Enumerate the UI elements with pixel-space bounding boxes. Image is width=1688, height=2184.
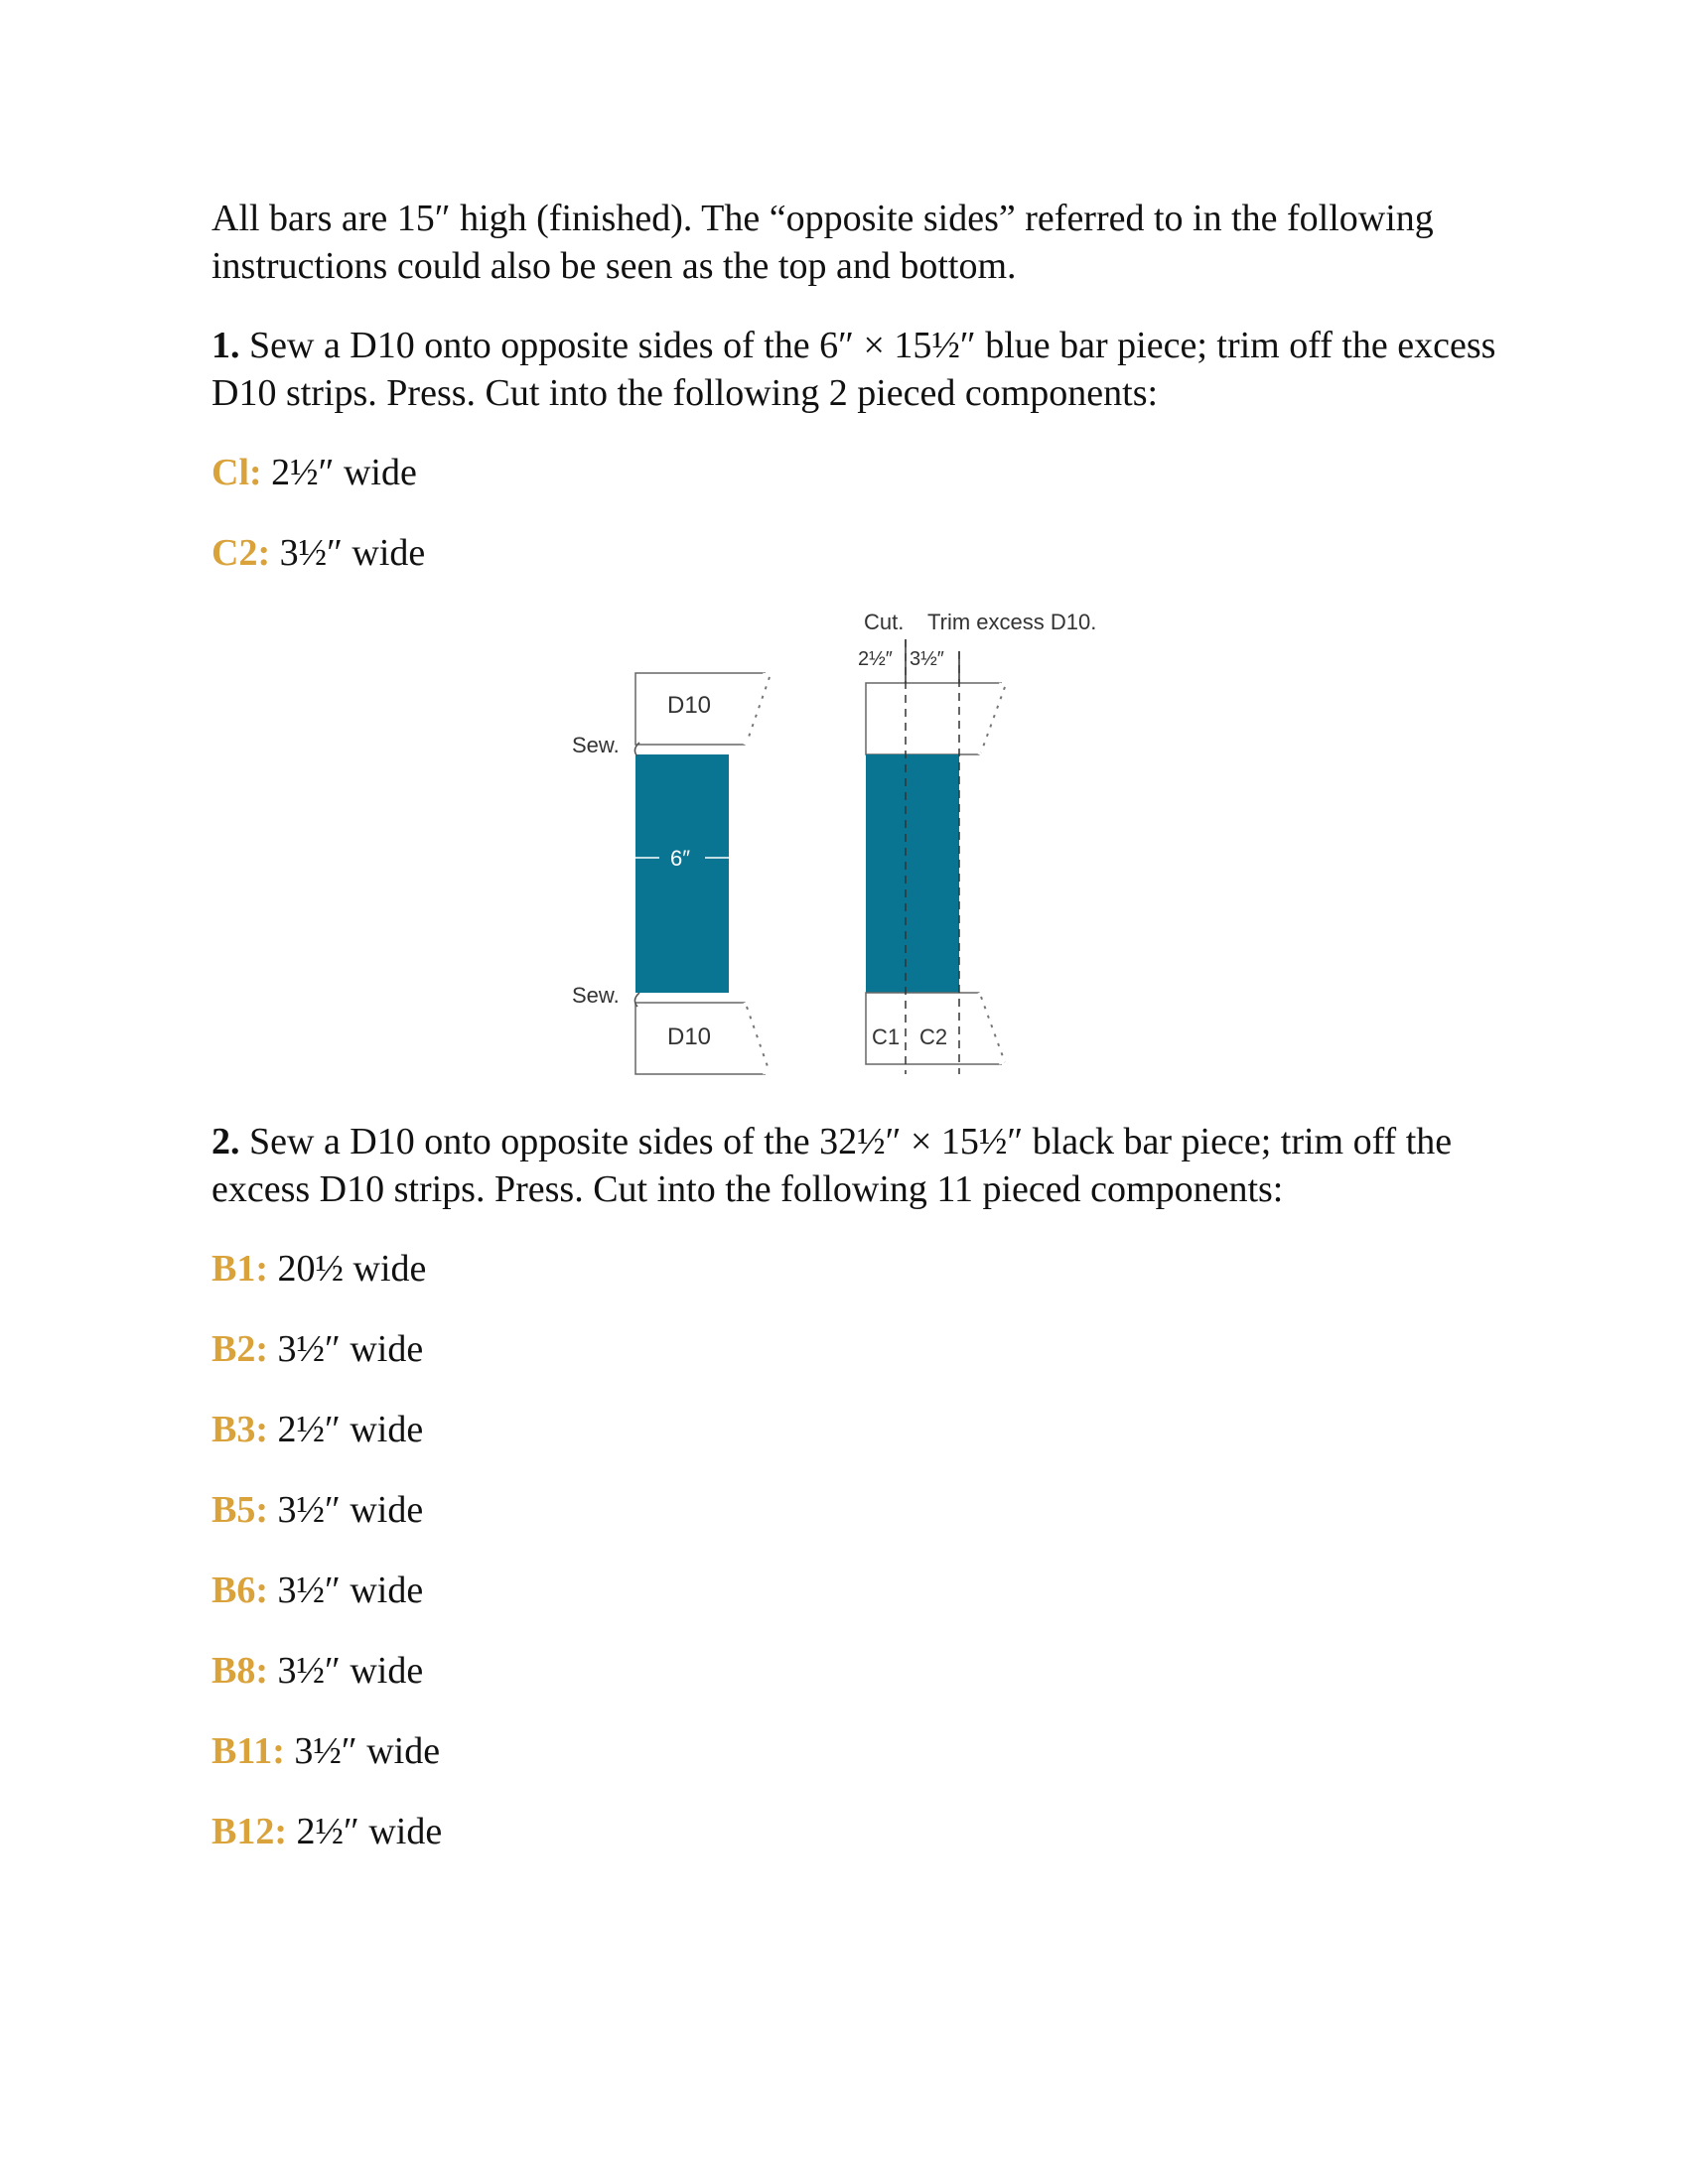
sew-top-label: Sew. [572, 733, 620, 757]
component-value: 2½″ wide [296, 1811, 443, 1852]
component-item-c2 [211, 529, 1502, 577]
component-label: B11: [211, 1730, 285, 1772]
component-item-b5 [211, 1486, 1502, 1534]
component-item-b8 [211, 1647, 1502, 1695]
component-label: B6: [211, 1570, 268, 1611]
component-label: B3: [211, 1409, 268, 1450]
component-item-b11 [211, 1727, 1502, 1775]
component-item-b3 [211, 1406, 1502, 1453]
component-value: 3½″ wide [294, 1730, 441, 1772]
c2-label: C2 [919, 1024, 948, 1049]
step-2-number: 2. [211, 1121, 240, 1162]
left-width-label: 6″ [670, 846, 691, 871]
component-value: 2½″ wide [277, 1409, 424, 1450]
component-value: 20½ wide [277, 1248, 427, 1290]
right-top-block [866, 683, 1001, 754]
step-2-paragraph [211, 1118, 1502, 1213]
dim-label-1: 2½″ [858, 648, 893, 670]
intro-paragraph: All bars are 15″ high (finished). The “opposite sides” referred to in the following instructions could also be seen as the top and bottom. [211, 198, 1434, 287]
component-item-b6 [211, 1567, 1502, 1614]
sew-bottom-label: Sew. [572, 983, 620, 1008]
left-top-d10-label: D10 [667, 692, 712, 719]
component-value: 3½″ wide [279, 532, 426, 574]
step-2-text: Sew a D10 onto opposite sides of the 32½″ × 15½″ black bar piece; trim off the excess D10 strips. Press. Cut into the following 11 pieced components: [211, 1121, 1453, 1210]
component-value: 3½″ wide [277, 1489, 424, 1531]
step-1-number: 1. [211, 325, 240, 366]
right-blue-bar [866, 754, 959, 993]
component-item-b1 [211, 1245, 1502, 1293]
sewing-diagram [556, 606, 1132, 1082]
component-label: B1: [211, 1248, 268, 1290]
sewing-diagram-svg [556, 606, 1132, 1082]
component-label: B5: [211, 1489, 268, 1531]
trim-label: Trim excess D10. [927, 610, 1097, 634]
document-page [211, 195, 1502, 610]
component-value: 3½″ wide [277, 1570, 424, 1611]
component-item-c1 [211, 449, 1502, 496]
component-value: 2½″ wide [271, 452, 417, 493]
step-1-paragraph [211, 322, 1502, 417]
left-bottom-d10-label: D10 [667, 1024, 712, 1050]
component-item-b12 [211, 1808, 1502, 1855]
c1-label: C1 [872, 1024, 901, 1049]
component-value: 3½″ wide [277, 1650, 424, 1692]
component-item-b2 [211, 1325, 1502, 1373]
step-2-section [211, 1118, 1502, 1888]
dim-label-2: 3½″ [910, 648, 944, 670]
cut-label: Cut. [864, 610, 905, 634]
step-1-text: Sew a D10 onto opposite sides of the 6″ × 15½″ blue bar piece; trim off the excess D10 strips. Press. Cut into the following 2 pieced components: [211, 325, 1496, 414]
component-label: Cl: [211, 452, 262, 493]
left-blue-bar [635, 754, 729, 993]
component-value: 3½″ wide [277, 1328, 424, 1370]
component-label: B8: [211, 1650, 268, 1692]
component-label: B2: [211, 1328, 268, 1370]
component-label: B12: [211, 1811, 287, 1852]
component-label: C2: [211, 532, 271, 574]
